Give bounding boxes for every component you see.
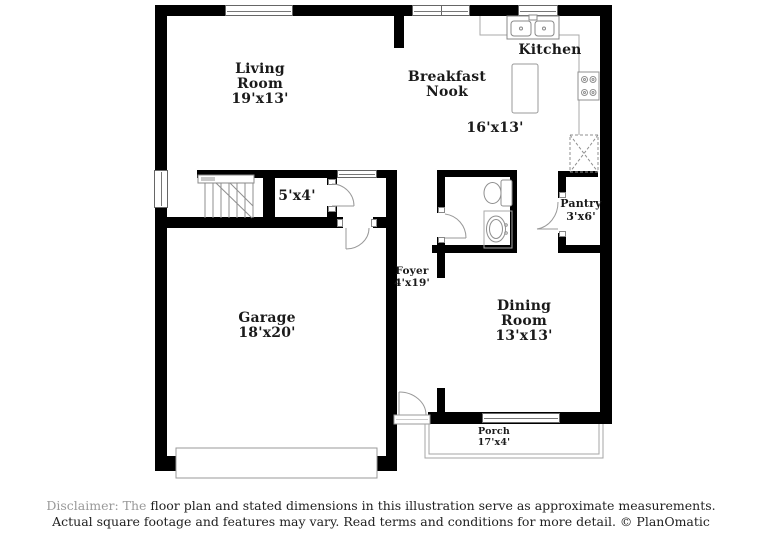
refrigerator-icon <box>570 135 598 172</box>
room-label-kitchen <box>480 43 620 58</box>
stairs-icon <box>198 175 254 218</box>
room-label-closet <box>257 189 337 204</box>
room-name: Breakfast <box>407 69 487 85</box>
room-name: Foyer <box>395 265 429 277</box>
bathroom-door-icon <box>445 214 466 238</box>
room-dimensions: 17'x4' <box>477 437 511 449</box>
room-name: Nook <box>426 83 468 100</box>
room-label-dining-room <box>454 299 594 344</box>
toilet-icon <box>484 180 512 206</box>
room-name: Pantry <box>560 197 602 210</box>
room-name: Kitchen <box>518 42 582 58</box>
room-label-breakfast-nook <box>377 70 517 100</box>
room-name: Room <box>237 75 283 92</box>
room-name: Garage <box>238 310 296 326</box>
room-label-garage <box>197 311 337 341</box>
disclaimer-line-2: Actual square footage and features may vary. Read terms and conditions for more detail. © PlanOmatic <box>52 514 710 530</box>
kitchen-sink-icon <box>507 15 559 39</box>
garage-entry-door-icon <box>346 228 369 249</box>
disclaimer-line-1-rest: floor plan and stated dimensions in this illustration serve as approximate measurements. <box>146 498 716 513</box>
room-dimensions: 18'x20' <box>238 324 296 341</box>
room-name: Room <box>501 312 547 329</box>
room-dimensions: 5'x4' <box>278 188 316 204</box>
disclaimer-faded-prefix: Disclaimer: The <box>46 498 147 513</box>
garage-vehicle-door <box>176 448 377 478</box>
room-label-living-room <box>190 62 330 107</box>
room-dimensions: 3'x6' <box>566 209 596 223</box>
stove-icon <box>578 72 599 100</box>
room-label-foyer <box>372 265 452 289</box>
room-name: Dining <box>496 298 552 314</box>
front-door-icon <box>394 392 430 424</box>
room-name: Living <box>235 61 285 77</box>
room-label-pantry <box>541 198 621 223</box>
room-dimensions: 4'x19' <box>394 277 430 290</box>
room-name: Porch <box>478 426 510 437</box>
room-dimensions-breakfast-nook <box>425 121 565 136</box>
room-dimensions: 19'x13' <box>231 90 289 107</box>
room-dimensions: 13'x13' <box>495 327 553 344</box>
disclaimer-line-1 <box>0 498 762 514</box>
disclaimer-text <box>0 498 762 531</box>
room-label-porch <box>444 426 544 449</box>
room-dimensions: 16'x13' <box>466 120 524 136</box>
bathroom-sink-icon <box>484 211 512 248</box>
